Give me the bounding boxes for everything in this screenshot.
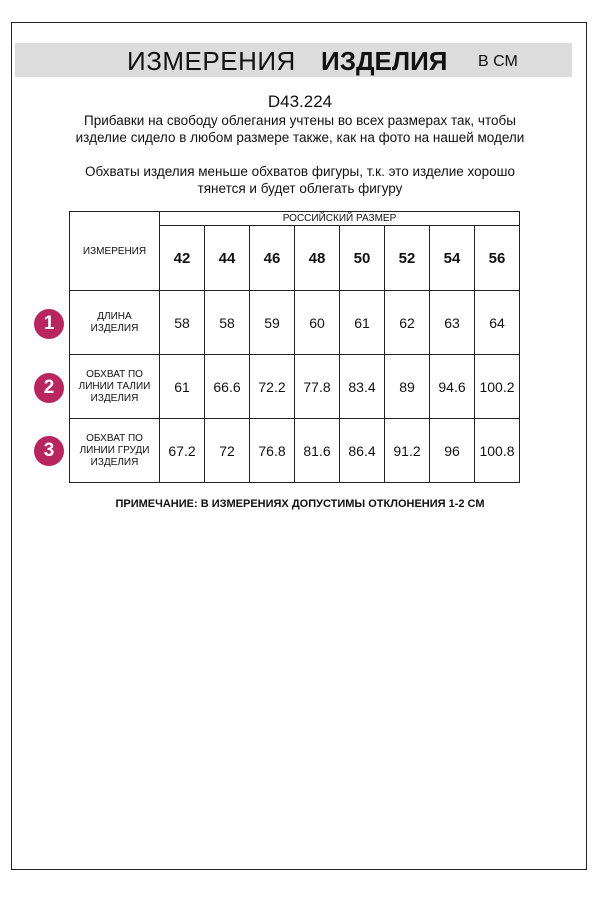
table-cell: 89 <box>385 355 430 419</box>
table-cell: 91.2 <box>385 419 430 483</box>
measurements-header: ИЗМЕРЕНИЯ <box>70 212 160 291</box>
table-cell: 62 <box>385 291 430 355</box>
row-label-waist: ОБХВАТ ПО ЛИНИИ ТАЛИИ ИЗДЕЛИЯ <box>70 355 160 419</box>
size-header: 52 <box>385 226 430 291</box>
table-cell: 72 <box>205 419 250 483</box>
table-cell: 61 <box>340 291 385 355</box>
table-cell: 59 <box>250 291 295 355</box>
size-header: 42 <box>160 226 205 291</box>
title-part1: ИЗМЕРЕНИЯ <box>127 46 296 76</box>
table-cell: 77.8 <box>295 355 340 419</box>
row-label-length: ДЛИНА ИЗДЕЛИЯ <box>70 291 160 355</box>
size-header: 50 <box>340 226 385 291</box>
note-allowance: Прибавки на свободу облегания учтены во всех размерах так, чтобы изделие сидело в любом размере также, как на фото на нашей модели <box>75 113 525 145</box>
table-cell: 64 <box>475 291 520 355</box>
row-number-badge: 2 <box>34 373 64 403</box>
size-header: 56 <box>475 226 520 291</box>
table-cell: 94.6 <box>430 355 475 419</box>
table-cell: 76.8 <box>250 419 295 483</box>
title-part2: ИЗДЕЛИЯ <box>321 46 448 76</box>
row-number-badge: 1 <box>34 309 64 339</box>
note-stretch: Обхваты изделия меньше обхватов фигуры, т.к. это изделие хорошо тянется и будет облегать фигуру <box>85 164 515 196</box>
size-header: 46 <box>250 226 295 291</box>
table-cell: 60 <box>295 291 340 355</box>
size-group-header: РОССИЙСКИЙ РАЗМЕР <box>160 212 520 226</box>
table-row <box>70 291 520 355</box>
size-header: 48 <box>295 226 340 291</box>
table-cell: 100.8 <box>475 419 520 483</box>
size-header: 54 <box>430 226 475 291</box>
table-cell: 96 <box>430 419 475 483</box>
size-header: 44 <box>205 226 250 291</box>
table-row <box>70 355 520 419</box>
title-bar <box>15 43 572 77</box>
size-table <box>69 211 520 483</box>
table-cell: 58 <box>205 291 250 355</box>
table-cell: 67.2 <box>160 419 205 483</box>
row-label-chest: ОБХВАТ ПО ЛИНИИ ГРУДИ ИЗДЕЛИЯ <box>70 419 160 483</box>
table-cell: 61 <box>160 355 205 419</box>
table-cell: 81.6 <box>295 419 340 483</box>
product-code: D43.224 <box>267 92 333 111</box>
table-cell: 86.4 <box>340 419 385 483</box>
table-cell: 63 <box>430 291 475 355</box>
table-row <box>70 419 520 483</box>
table-cell: 100.2 <box>475 355 520 419</box>
table-cell: 72.2 <box>250 355 295 419</box>
footnote: ПРИМЕЧАНИЕ: В ИЗМЕРЕНИЯХ ДОПУСТИМЫ ОТКЛОНЕНИЯ 1-2 СМ <box>115 498 485 510</box>
table-cell: 58 <box>160 291 205 355</box>
table-cell: 83.4 <box>340 355 385 419</box>
title-unit: В СМ <box>478 53 518 70</box>
table-cell: 66.6 <box>205 355 250 419</box>
row-number-badge: 3 <box>34 436 64 466</box>
